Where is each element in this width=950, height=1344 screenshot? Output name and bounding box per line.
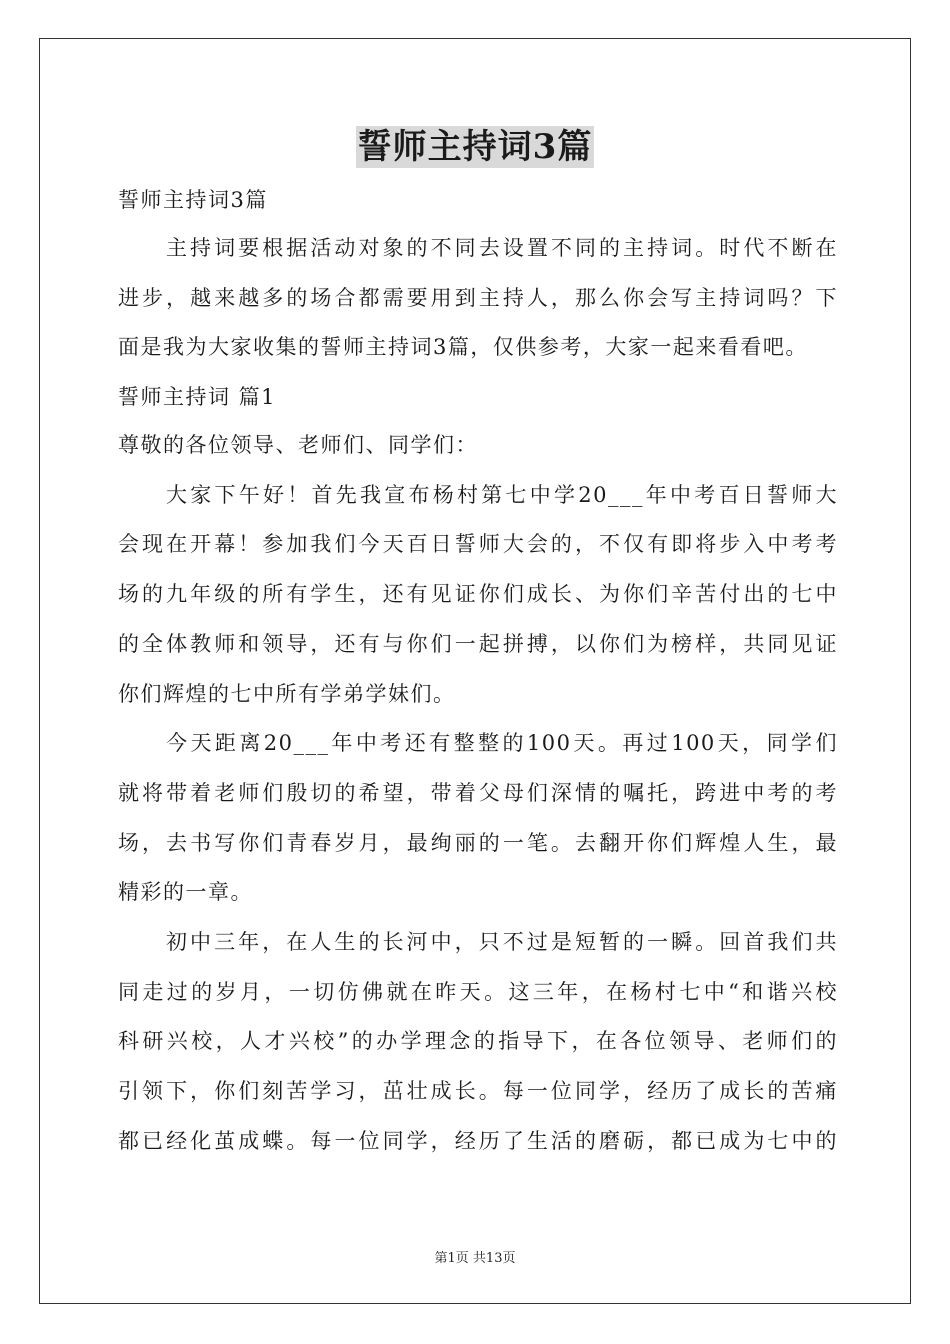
paragraph-line: 的全体教师和领导，还有与你们一起拼搏，以你们为榜样，共同见证	[118, 631, 838, 656]
paragraph-line: 会现在开幕！参加我们今天百日誓师大会的，不仅有即将步入中考考	[118, 532, 838, 557]
paragraph-line: 科研兴校，人才兴校”的办学理念的指导下，在各位领导、老师们的	[118, 1029, 838, 1054]
paragraph-line: 今天距离20___年中考还有整整的100天。再过100天，同学们	[166, 731, 838, 756]
paragraph-line: 场，去书写你们青春岁月，最绚丽的一笔。去翻开你们辉煌人生，最	[118, 830, 838, 855]
paragraph-line: 就将带着老师们殷切的希望，带着父母们深情的嘱托，跨进中考的考	[118, 780, 838, 805]
document-title: 誓师主持词3篇	[357, 127, 593, 167]
document-body	[118, 176, 838, 1166]
paragraph-line: 精彩的一章。	[118, 880, 253, 905]
page-footer: 第1页 共13页	[434, 1251, 516, 1266]
paragraph-line: 都已经化茧成蝶。每一位同学，经历了生活的磨砺，都已成为七中的	[118, 1128, 838, 1153]
title-wrap	[0, 126, 950, 168]
section-heading: 誓师主持词 篇1	[118, 385, 277, 410]
paragraph-line: 引领下，你们刻苦学习，茁壮成长。每一位同学，经历了成长的苦痛	[118, 1079, 838, 1103]
paragraph-line: 大家下午好！首先我宣布杨村第七中学20___年中考百日誓师大	[166, 482, 838, 507]
paragraph-line: 场的九年级的所有学生，还有见证你们成长、为你们辛苦付出的七中	[118, 582, 838, 607]
salutation-line: 尊敬的各位领导、老师们、同学们：	[118, 433, 478, 458]
paragraph-line: 初中三年，在人生的长河中，只不过是短暂的一瞬。回首我们共	[166, 929, 838, 954]
paragraph-line: 同走过的岁月，一切仿佛就在昨天。这三年，在杨村七中“和谐兴校	[118, 979, 838, 1004]
paragraph-line: 面是我为大家收集的誓师主持词3篇，仅供参考，大家一起来看看吧。	[118, 335, 808, 360]
subtitle-line: 誓师主持词3篇	[118, 188, 268, 212]
paragraph-line: 主持词要根据活动对象的不同去设置不同的主持词。时代不断在	[166, 236, 838, 260]
paragraph-line: 进步，越来越多的场合都需要用到主持人，那么你会写主持词吗？下	[118, 285, 838, 310]
paragraph-line: 你们辉煌的七中所有学弟学妹们。	[118, 681, 456, 706]
